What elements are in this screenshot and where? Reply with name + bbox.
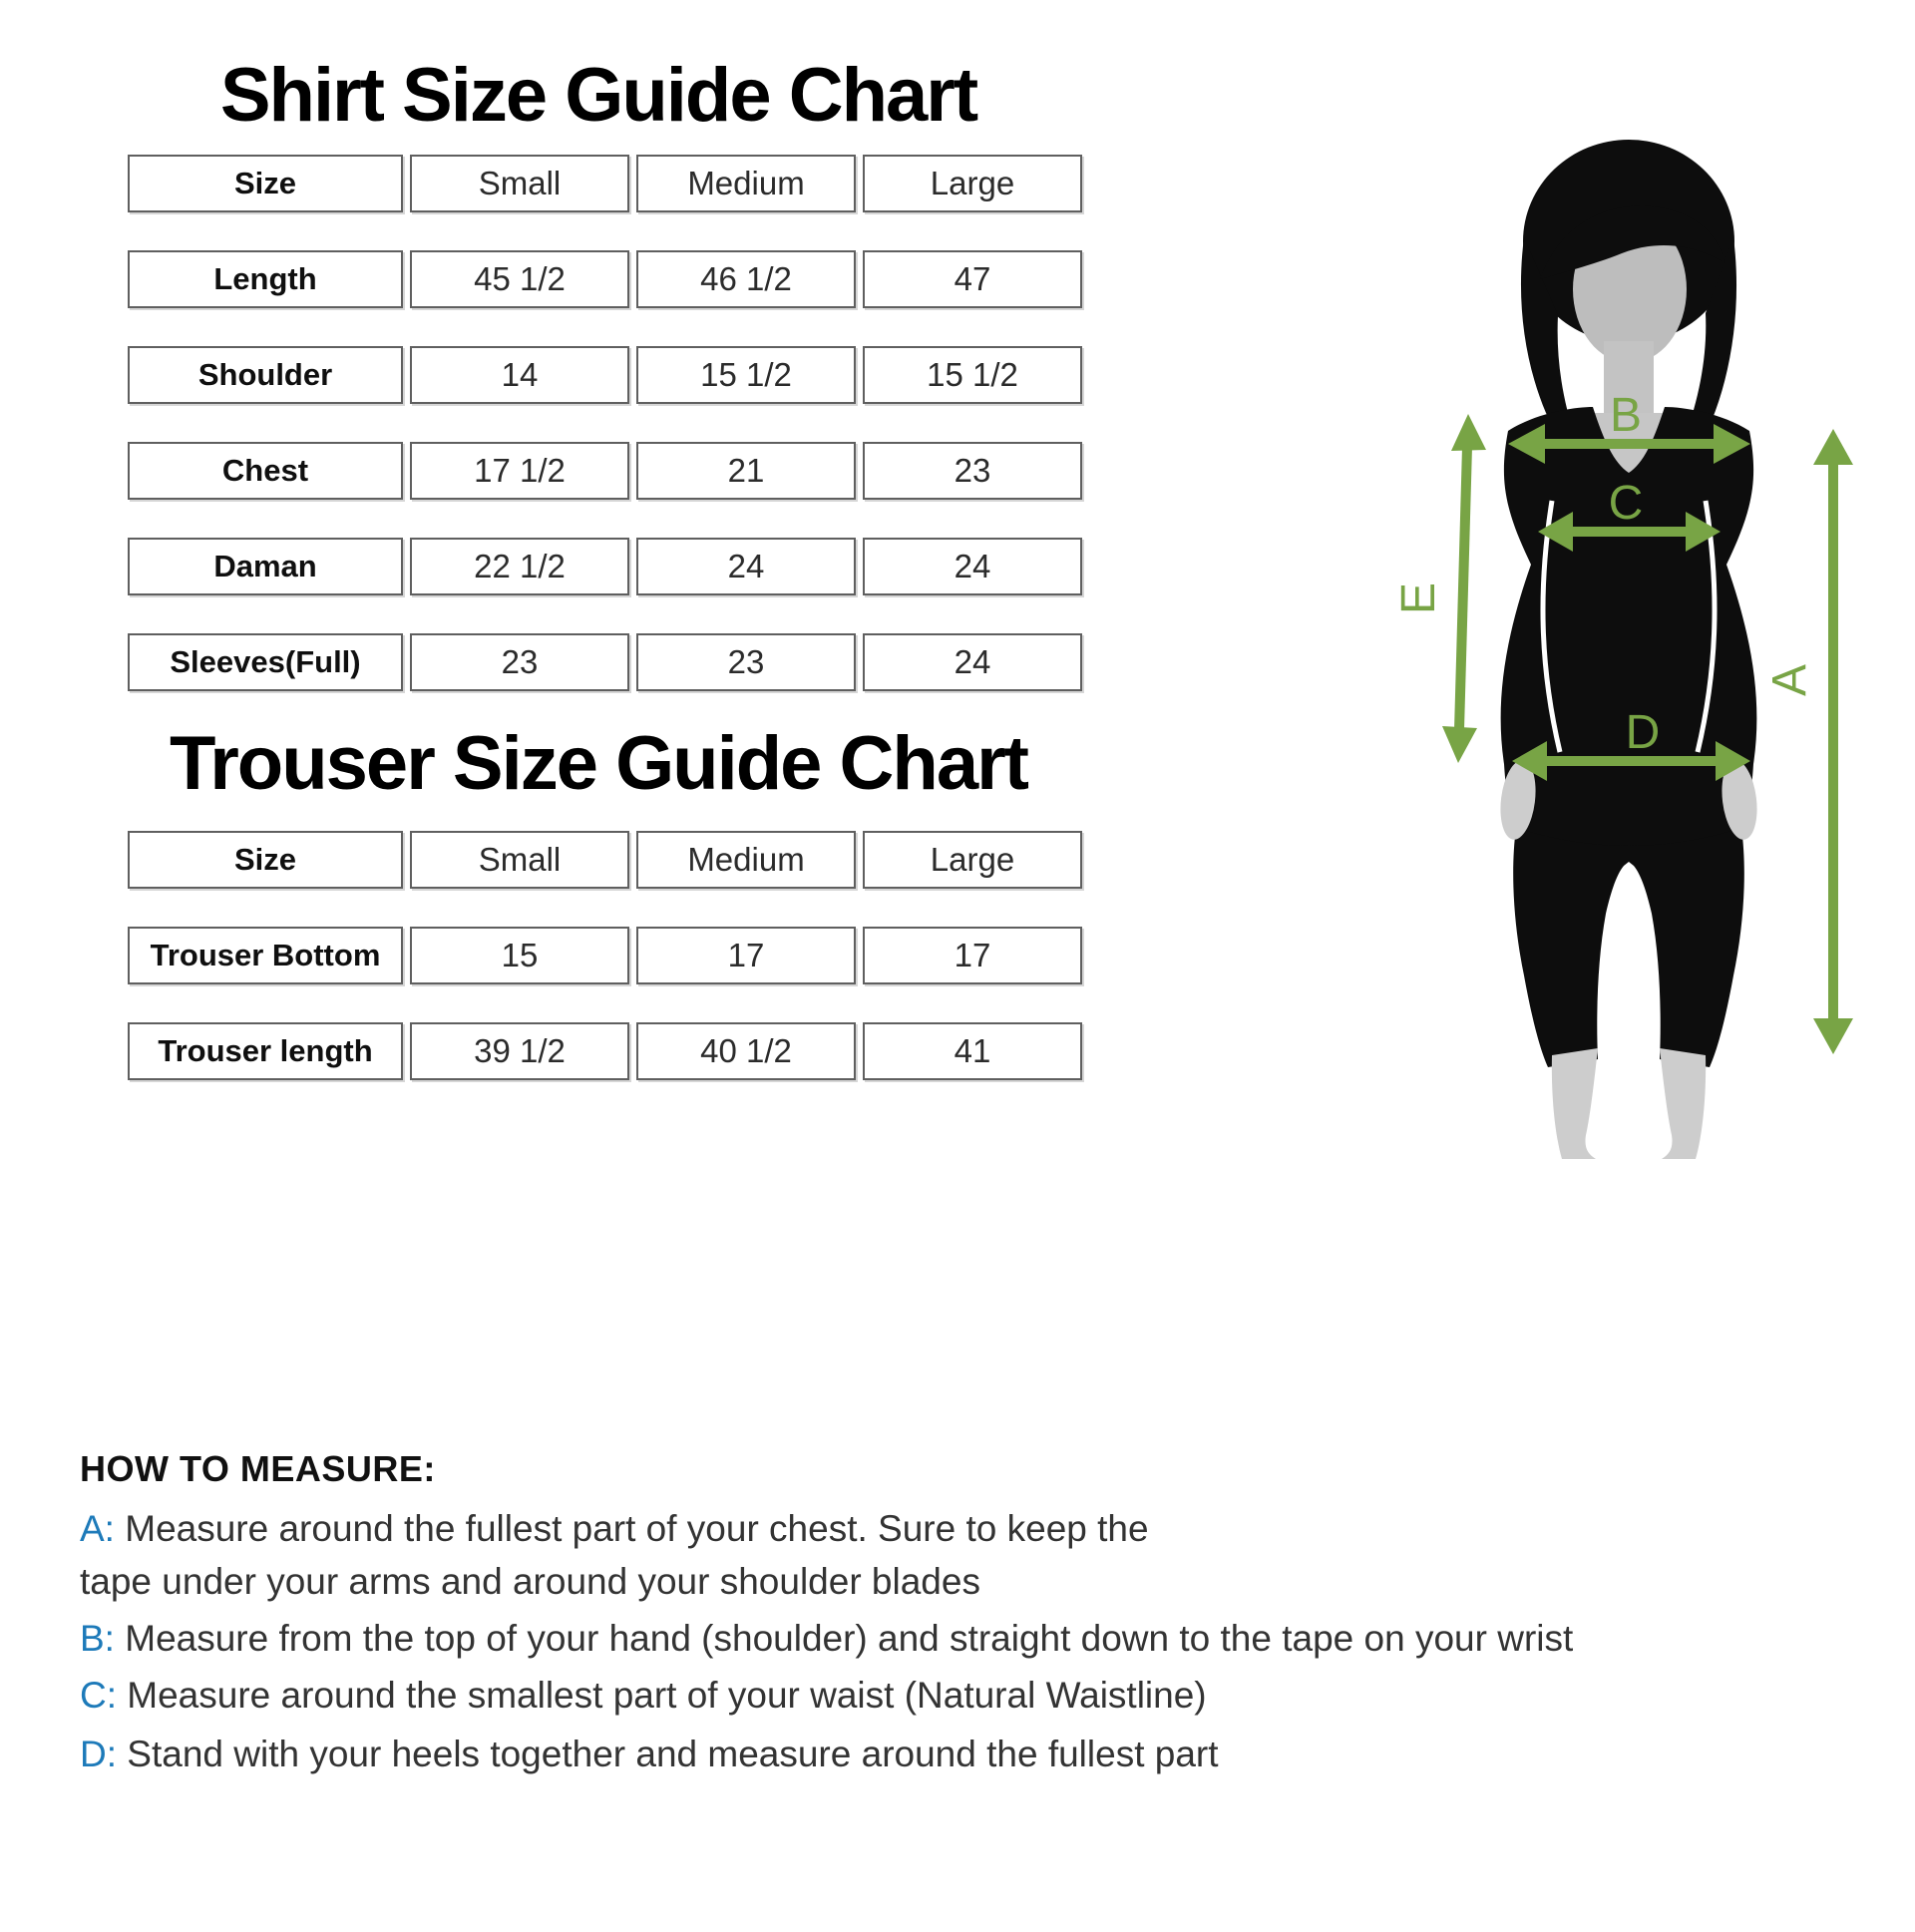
row-value: 17 1/2: [410, 442, 629, 500]
header-cell-large: Large: [863, 155, 1082, 212]
shirt-chart-title: Shirt Size Guide Chart: [219, 53, 977, 138]
row-value: 23: [636, 633, 856, 691]
label-b: B: [1609, 389, 1643, 442]
header-cell-large: Large: [863, 831, 1082, 889]
measure-instruction-c: [80, 1675, 1207, 1717]
row-label: Trouser Bottom: [128, 927, 403, 984]
row-label: Sleeves(Full): [128, 633, 403, 691]
row-value: 24: [863, 538, 1082, 595]
leggings-silhouette: [1513, 828, 1744, 1067]
row-value: 17: [863, 927, 1082, 984]
instruction-text-b: Measure from the top of your hand (shoulder) and straight down to the tape on your wrist: [125, 1618, 1574, 1659]
row-value: 14: [410, 346, 629, 404]
header-cell-small: Small: [410, 155, 629, 212]
instruction-prefix-b: B:: [80, 1618, 115, 1659]
row-value: 23: [863, 442, 1082, 500]
row-value: 24: [863, 633, 1082, 691]
row-value: 41: [863, 1022, 1082, 1080]
instruction-text-a-line1: Measure around the fullest part of your chest. Sure to keep the: [125, 1508, 1149, 1549]
measure-arrow-e: [1442, 414, 1486, 763]
row-value: 23: [410, 633, 629, 691]
row-value: 22 1/2: [410, 538, 629, 595]
label-e: E: [1392, 581, 1445, 615]
row-label: Chest: [128, 442, 403, 500]
how-to-measure-section: [80, 1448, 1775, 1807]
row-label: Trouser length: [128, 1022, 403, 1080]
table-row: [128, 538, 1085, 595]
row-label: Shoulder: [128, 346, 403, 404]
table-row: [128, 250, 1085, 308]
measure-instruction-a-continued: [80, 1561, 980, 1603]
measure-instruction-b: [80, 1618, 1573, 1660]
row-value: 24: [636, 538, 856, 595]
label-c: C: [1608, 477, 1644, 530]
header-cell-medium: Medium: [636, 155, 856, 212]
table-header-row: [128, 831, 1085, 889]
row-value: 46 1/2: [636, 250, 856, 308]
table-row: [128, 346, 1085, 404]
row-value: 40 1/2: [636, 1022, 856, 1080]
calf-right: [1660, 1048, 1706, 1159]
row-value: 47: [863, 250, 1082, 308]
header-cell-size: Size: [128, 155, 403, 212]
calf-left: [1552, 1048, 1598, 1159]
measurement-figure: [1147, 130, 1915, 1167]
instruction-text-d: Stand with your heels together and measure around the fullest part: [127, 1734, 1219, 1774]
row-value: 15 1/2: [863, 346, 1082, 404]
table-row: [128, 927, 1085, 984]
row-value: 39 1/2: [410, 1022, 629, 1080]
instruction-prefix-a: A:: [80, 1508, 115, 1549]
table-row: [128, 633, 1085, 691]
header-cell-medium: Medium: [636, 831, 856, 889]
label-d: D: [1625, 706, 1661, 759]
trouser-size-table: [128, 831, 1085, 1118]
row-value: 21: [636, 442, 856, 500]
row-value: 15: [410, 927, 629, 984]
table-row: [128, 442, 1085, 500]
shirt-silhouette: [1501, 407, 1757, 852]
table-row: [128, 1022, 1085, 1080]
header-cell-small: Small: [410, 831, 629, 889]
instruction-prefix-d: D:: [80, 1734, 117, 1774]
label-a: A: [1763, 663, 1816, 697]
table-header-row: [128, 155, 1085, 212]
measure-instruction-d: [80, 1734, 1219, 1775]
shirt-size-table: [128, 155, 1085, 729]
instruction-text-a-line2: tape under your arms and around your shoulder blades: [80, 1561, 980, 1602]
instruction-prefix-c: C:: [80, 1675, 117, 1716]
measure-instruction-a: [80, 1508, 1149, 1550]
header-cell-size: Size: [128, 831, 403, 889]
row-label: Daman: [128, 538, 403, 595]
row-value: 15 1/2: [636, 346, 856, 404]
row-value: 17: [636, 927, 856, 984]
row-value: 45 1/2: [410, 250, 629, 308]
body-silhouette-illustration: [1147, 130, 1915, 1167]
trouser-chart-title: Trouser Size Guide Chart: [170, 721, 1027, 806]
instruction-text-c: Measure around the smallest part of your waist (Natural Waistline): [127, 1675, 1207, 1716]
measure-arrow-a: [1813, 429, 1853, 1054]
row-label: Length: [128, 250, 403, 308]
how-to-measure-heading: HOW TO MEASURE:: [80, 1448, 436, 1489]
